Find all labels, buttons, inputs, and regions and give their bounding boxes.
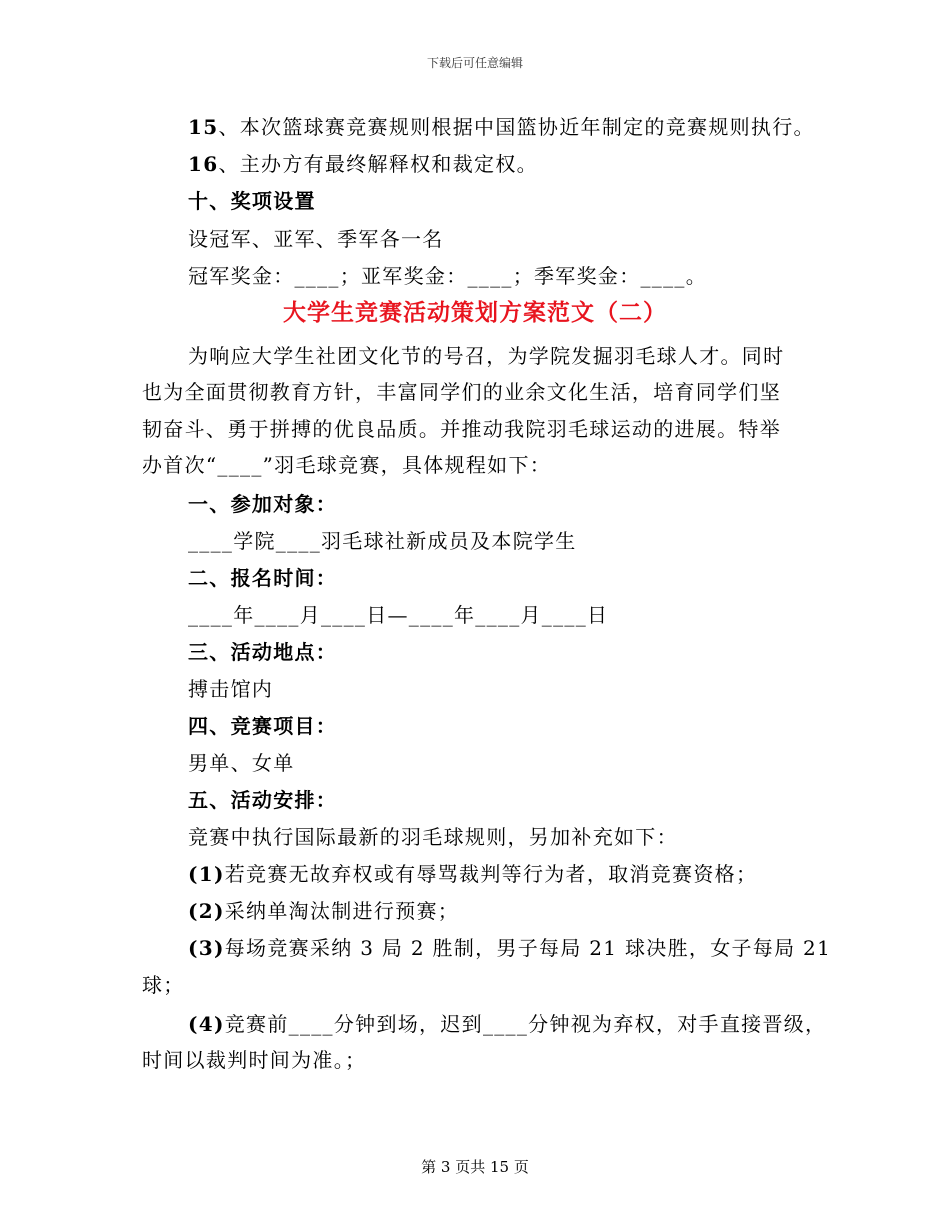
section-5-text: 竞赛中执行国际最新的羽毛球规则，另加补充如下：: [188, 825, 678, 849]
intro-line-4: 办首次“____”羽毛球竞赛，具体规程如下：: [142, 453, 552, 477]
rule-item-4-number: (4): [188, 1012, 225, 1036]
rule-item-3: [188, 935, 831, 961]
rule-15-number: 15: [188, 115, 219, 139]
rule-item-1-text: 若竞赛无故弃权或有辱骂裁判等行为者，取消竞赛资格；: [224, 862, 758, 886]
rule-item-4-continued: 时间以裁判时间为准。；: [142, 1048, 367, 1072]
section-4-text: 男单、女单: [188, 751, 295, 775]
intro-line-1: 为响应大学生社团文化节的号召，为学院发掘羽毛球人才。同时: [188, 344, 785, 368]
rule-item-3-number: (3): [188, 936, 225, 960]
prize-line: 冠军奖金：____；亚军奖金：____；季军奖金：____。: [188, 264, 707, 288]
page-footer: 第 3 页共 15 页: [421, 1158, 529, 1176]
rule-15-text: 、本次篮球赛竞赛规则根据中国篮协近年制定的竞赛规则执行。: [218, 115, 815, 139]
rule-16: [188, 151, 538, 177]
rule-item-2: [188, 898, 459, 924]
rule-15: [188, 114, 815, 140]
rule-item-4-text: 竞赛前____分钟到场，迟到____分钟视为弃权，对手直接晋级，: [224, 1012, 827, 1036]
awards-line: 设冠军、亚军、季军各一名: [188, 227, 444, 251]
rule-item-1-number: (1): [188, 862, 225, 886]
section-5-heading: 五、活动安排：: [188, 788, 338, 812]
section-1-text: ____学院____羽毛球社新成员及本院学生: [188, 529, 577, 553]
rule-item-2-text: 采纳单淘汰制进行预赛；: [224, 899, 460, 923]
rule-item-2-number: (2): [188, 899, 225, 923]
section-4-heading: 四、竞赛项目：: [188, 714, 338, 738]
rule-item-4: [188, 1011, 826, 1037]
intro-line-3: 韧奋斗、勇于拼搏的优良品质。并推动我院羽毛球运动的进展。特举: [142, 417, 781, 441]
section-1-heading: 一、参加对象：: [188, 492, 338, 516]
rule-item-3-text: 每场竞赛采纳 3 局 2 胜制，男子每局 21 球决胜，女子每局 21: [224, 936, 832, 960]
rule-item-3-continued: 球；: [142, 973, 185, 997]
section-3-heading: 三、活动地点：: [188, 640, 338, 664]
section-10-heading: 十、奖项设置: [188, 189, 316, 213]
page-header: 下载后可任意编辑: [426, 56, 523, 70]
rule-16-text: 、主办方有最终解释权和裁定权。: [218, 152, 538, 176]
rule-item-1: [188, 861, 757, 887]
section-2-heading: 二、报名时间：: [188, 566, 338, 590]
rule-16-number: 16: [188, 152, 219, 176]
intro-line-2: 也为全面贯彻教育方针，丰富同学们的业余文化生活，培育同学们坚: [142, 380, 781, 404]
section-2-text: ____年____月____日—____年____月____日: [188, 603, 609, 627]
document-title: 大学生竞赛活动策划方案范文（二）: [283, 299, 667, 326]
section-3-text: 搏击馆内: [188, 677, 274, 701]
